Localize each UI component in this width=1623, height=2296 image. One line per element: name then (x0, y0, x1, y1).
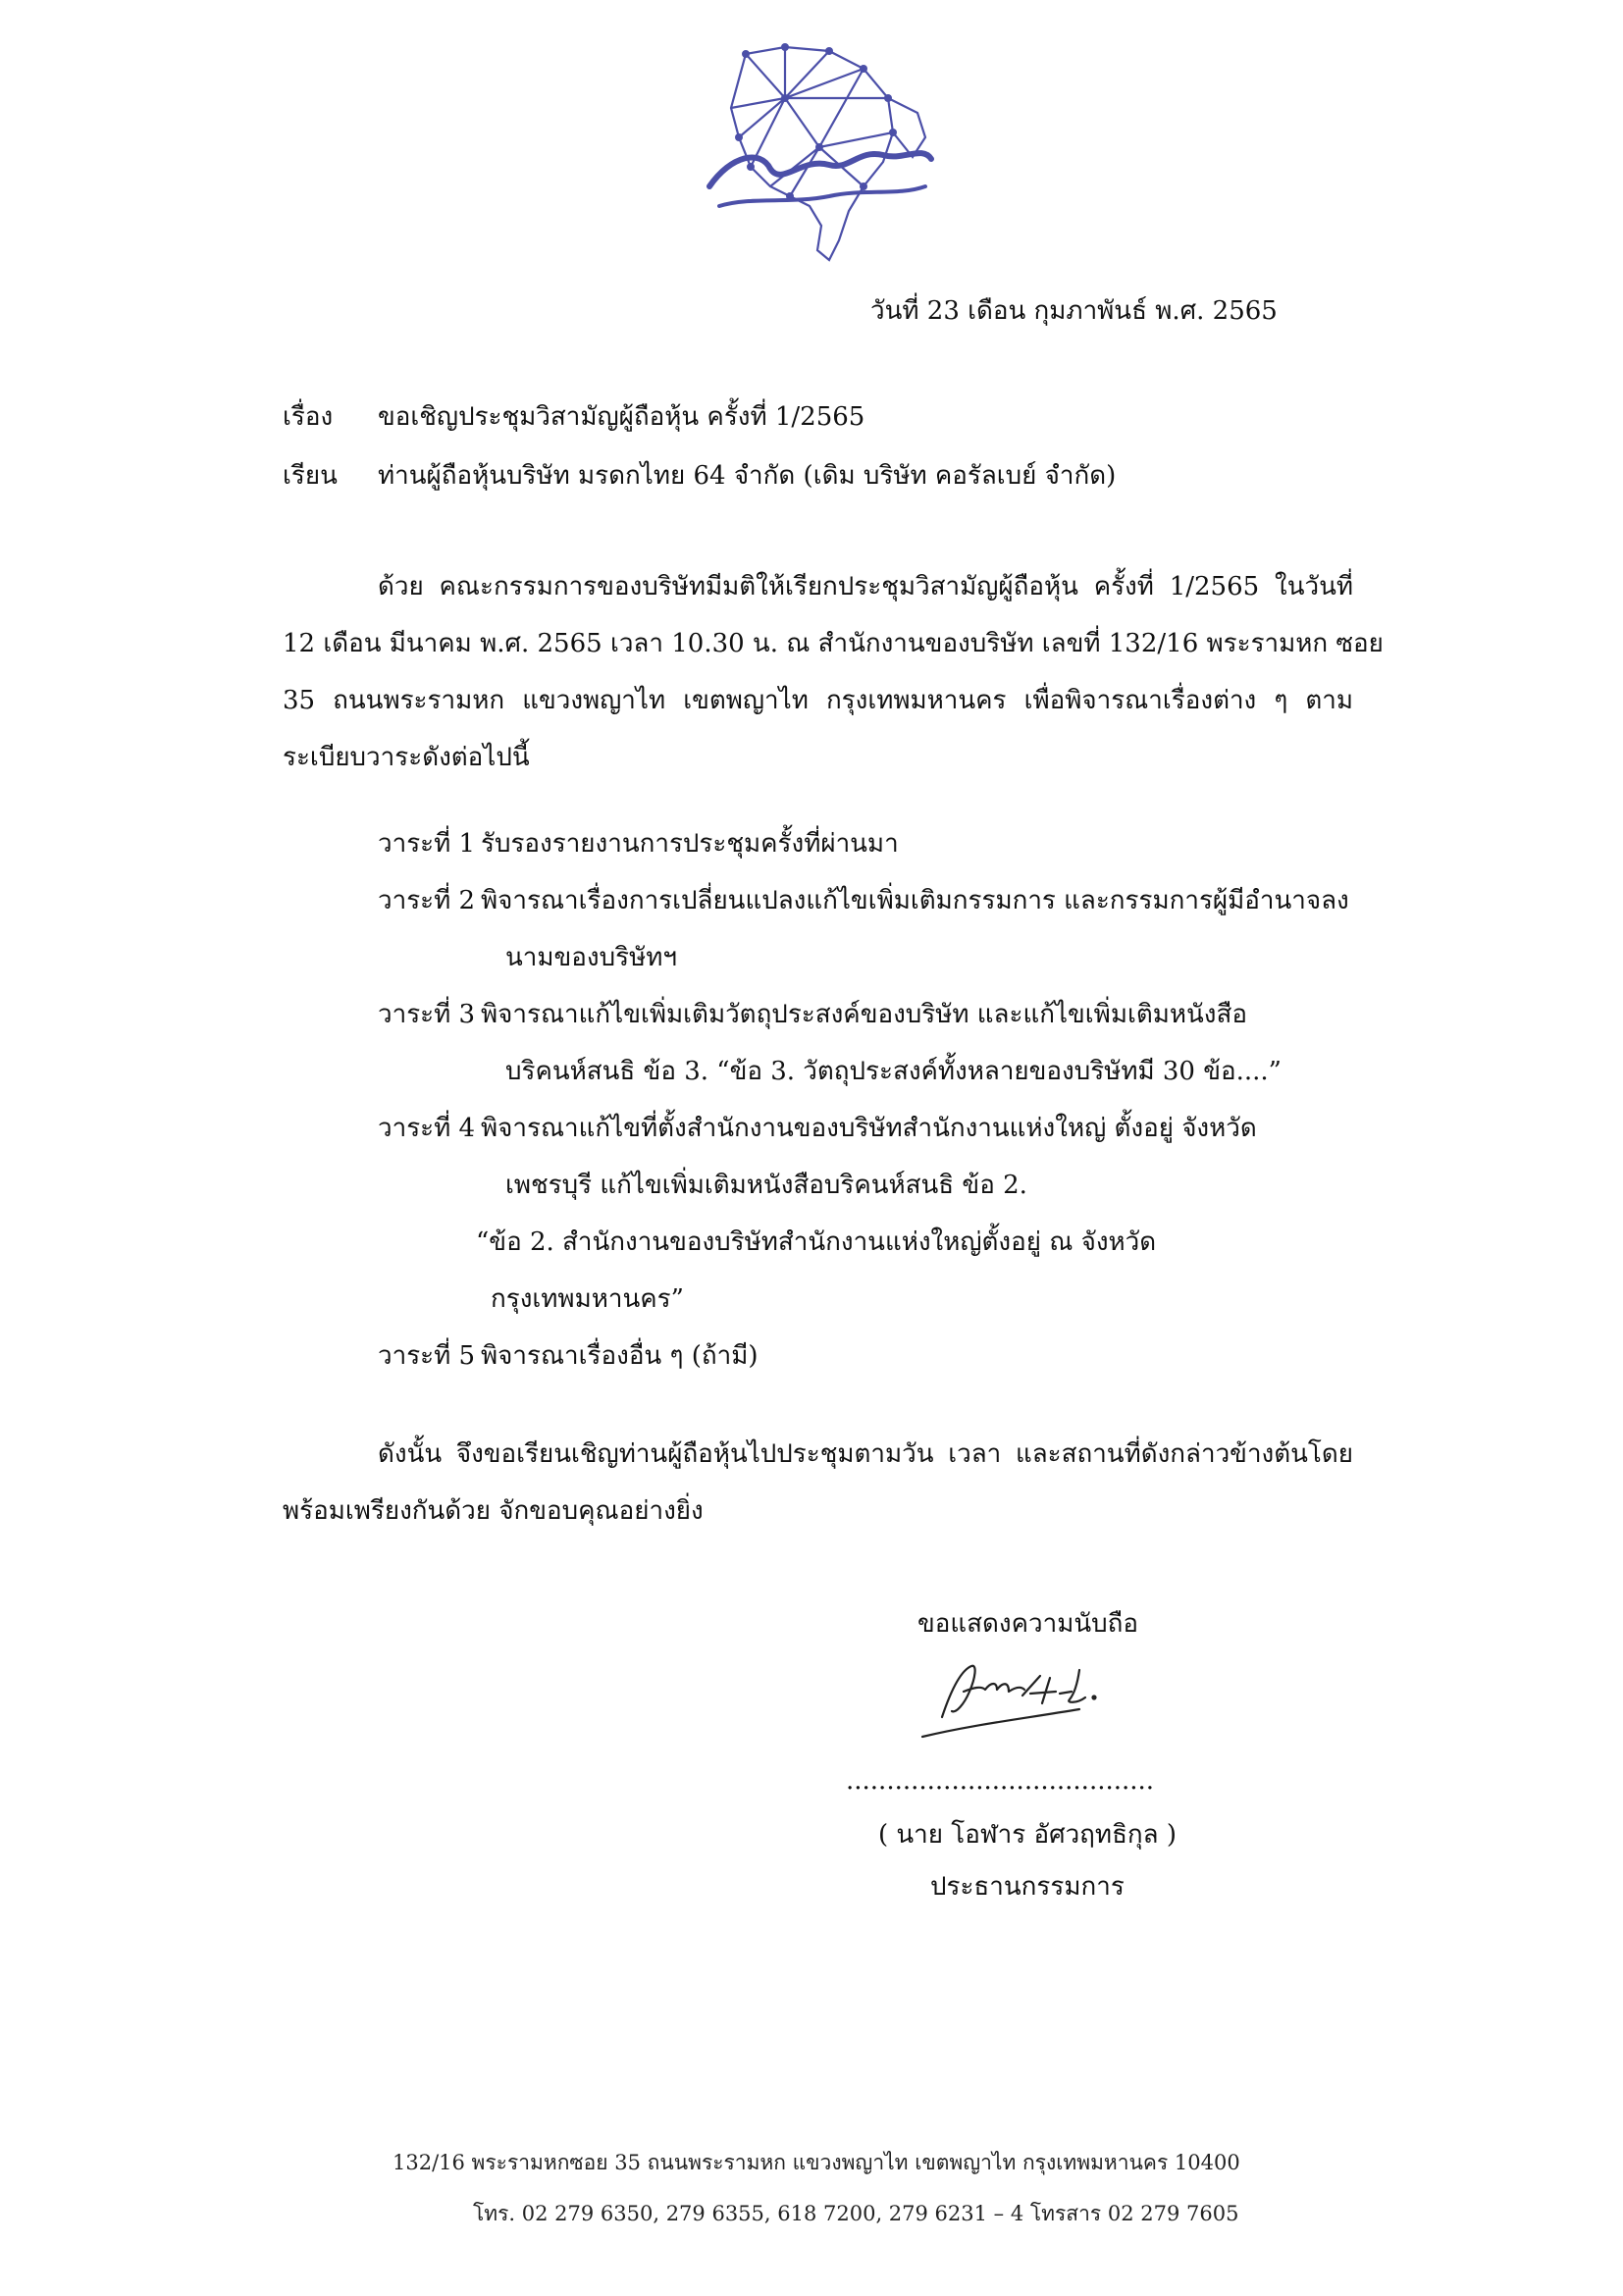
sign-off: ขอแสดงความนับถือ (917, 1609, 1138, 1639)
agenda-1-line-1: รับรองรายงานการประชุมครั้งที่ผ่านมา (481, 829, 899, 859)
agenda-2-line-1: พิจารณาเรื่องการเปลี่ยนแปลงแก้ไขเพิ่มเติมกรรมการ และกรรมการผู้มีอำนาจลง (481, 886, 1349, 915)
agenda-4-line-1: พิจารณาแก้ไขที่ตั้งสำนักงานของบริษัทสำนักงานแห่งใหญ่ ตั้งอยู่ จังหวัด (481, 1114, 1257, 1143)
agenda-4-line-2: เพชรบุรี แก้ไขเพิ่มเติมหนังสือบริคนห์สนธิ ข้อ 2. (505, 1171, 1027, 1200)
closing-line-1: ดังนั้น จึงขอเรียนเชิญท่านผู้ถือหุ้นไปประชุมตามวัน เวลา และสถานที่ดังกล่าวข้างต้นโดย (378, 1439, 1353, 1469)
agenda-5-line-1: พิจารณาเรื่องอื่น ๆ (ถ้ามี) (481, 1341, 759, 1371)
agenda-2-line-2: นามของบริษัทฯ (505, 943, 677, 972)
intro-line-3: 35 ถนนพระรามหก แขวงพญาไท เขตพญาไท กรุงเทพมหานคร เพื่อพิจารณาเรื่องต่าง ๆ ตาม (283, 686, 1353, 715)
intro-line-4: ระเบียบวาระดังต่อไปนี้ (283, 743, 530, 772)
intro-line-1: ด้วย คณะกรรมการของบริษัทมีมติให้เรียกประชุมวิสามัญผู้ถือหุ้น ครั้งที่ 1/2565 ในวันที่ (378, 572, 1353, 601)
agenda-3-line-1: พิจารณาแก้ไขเพิ่มเติมวัตถุประสงค์ของบริษัท และแก้ไขเพิ่มเติมหนังสือ (481, 1000, 1247, 1029)
subject-text: ขอเชิญประชุมวิสามัญผู้ถือหุ้น ครั้งที่ 1/2565 (378, 402, 865, 432)
agenda-5-label: วาระที่ 5 (378, 1341, 476, 1371)
handwritten-signature (913, 1648, 1138, 1747)
signer-name: ( นาย โอฬาร อัศวฤทธิกุล ) (878, 1820, 1178, 1850)
subject-label: เรื่อง (283, 402, 334, 432)
company-logo (692, 39, 937, 270)
signature-dotted-line: ...................................... (846, 1766, 1155, 1796)
logo-map-graphic (692, 39, 937, 270)
signer-title: ประธานกรรมการ (930, 1872, 1125, 1902)
agenda-3-label: วาระที่ 3 (378, 1000, 476, 1029)
footer-phone: โทร. 02 279 6350, 279 6355, 618 7200, 279 6231 – 4 โทรสาร 02 279 7605 (473, 2202, 1239, 2225)
agenda-4-label: วาระที่ 4 (378, 1114, 476, 1143)
closing-line-2: พร้อมเพรียงกันด้วย จักขอบคุณอย่างยิ่ง (283, 1496, 704, 1526)
letter-date: วันที่ 23 เดือน กุมภาพันธ์ พ.ศ. 2565 (870, 296, 1278, 326)
agenda-2-label: วาระที่ 2 (378, 886, 476, 915)
agenda-4-line-3: “ข้อ 2. สำนักงานของบริษัทสำนักงานแห่งใหญ่ตั้งอยู่ ณ จังหวัด (476, 1227, 1157, 1257)
recipient-text: ท่านผู้ถือหุ้นบริษัท มรดกไทย 64 จำกัด (เดิม บริษัท คอรัลเบย์ จำกัด) (378, 461, 1117, 491)
agenda-1-label: วาระที่ 1 (378, 829, 476, 859)
agenda-4-line-4: กรุงเทพมหานคร” (491, 1284, 684, 1314)
agenda-3-line-2: บริคนห์สนธิ ข้อ 3. “ข้อ 3. วัตถุประสงค์ทั้งหลายของบริษัทมี 30 ข้อ....” (505, 1057, 1282, 1086)
recipient-label: เรียน (283, 461, 338, 491)
footer-address: 132/16 พระรามหกซอย 35 ถนนพระรามหก แขวงพญาไท เขตพญาไท กรุงเทพมหานคร 10400 (393, 2151, 1240, 2174)
signature-graphic (913, 1648, 1138, 1747)
intro-line-2: 12 เดือน มีนาคม พ.ศ. 2565 เวลา 10.30 น. ณ สำนักงานของบริษัท เลขที่ 132/16 พระรามหก ซอย (283, 629, 1384, 658)
